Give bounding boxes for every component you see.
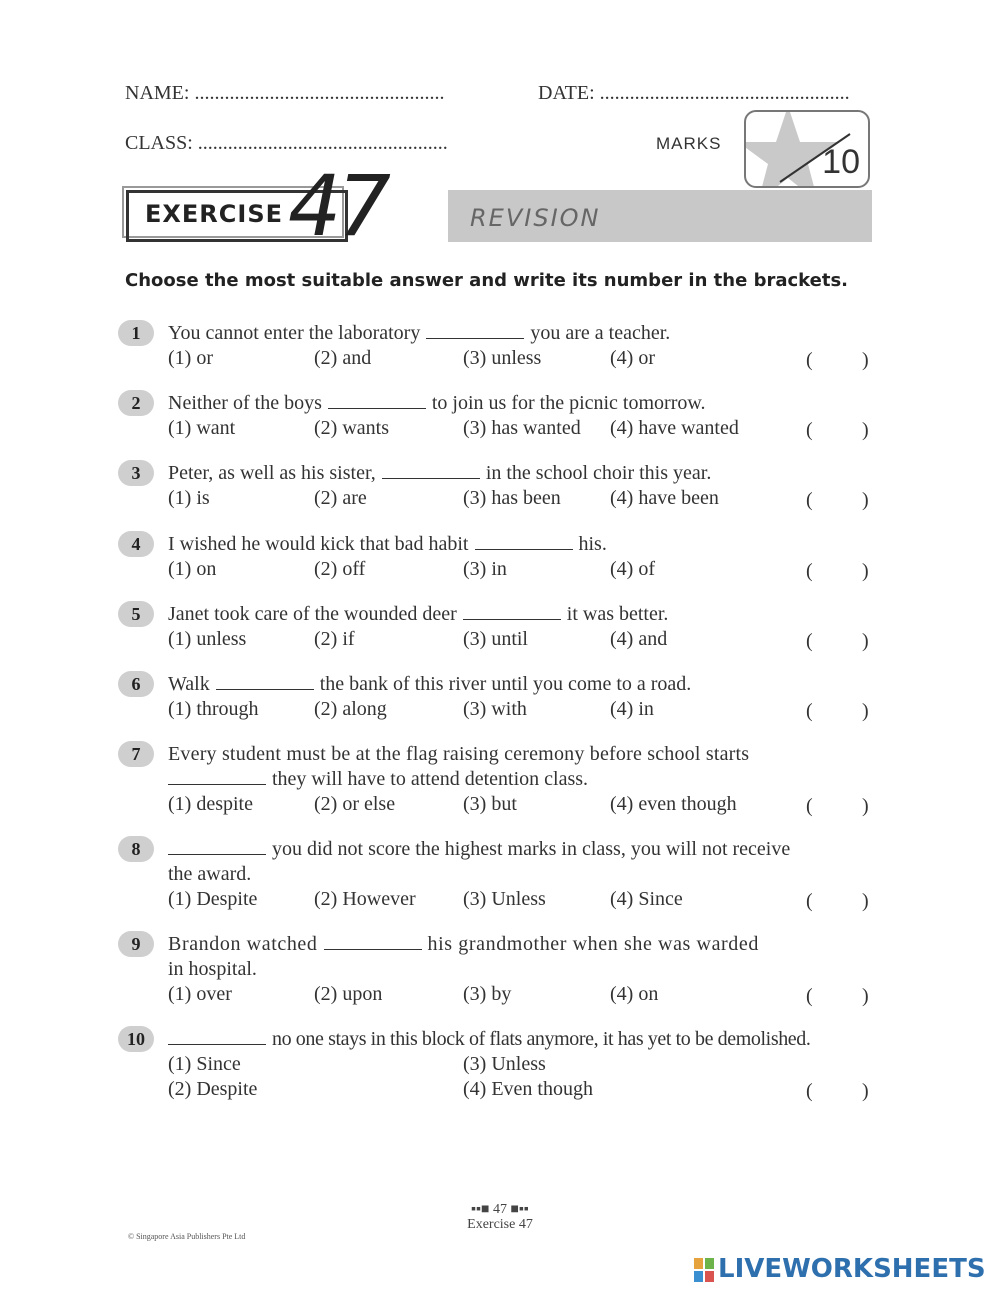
answer-box[interactable] [818, 486, 858, 512]
copyright: © Singapore Asia Publishers Pte Ltd [128, 1232, 246, 1241]
option: (3) Unless [463, 888, 546, 910]
option: (4) Since [610, 888, 683, 910]
question-text: Peter, as well as his sister, in the school choir this year. [168, 462, 712, 484]
question-text: I wished he would kick that bad habit his. [168, 533, 607, 555]
liveworksheets-logo-icon [694, 1258, 714, 1282]
bracket-open: ( [806, 630, 813, 652]
option: (2) along [314, 698, 387, 720]
question-text-cont: they will have to attend detention class. [162, 767, 588, 791]
option: (3) unless [463, 347, 542, 369]
bracket-close: ) [862, 489, 869, 511]
question-text: you did not score the highest marks in class, you will not receive [162, 837, 790, 861]
bracket-close: ) [862, 630, 869, 652]
answer-blank[interactable] [216, 675, 314, 690]
class-field[interactable]: CLASS: .................................................. [125, 132, 448, 154]
option: (3) but [463, 793, 517, 815]
option: (4) on [610, 983, 659, 1005]
answer-blank[interactable] [463, 605, 561, 620]
date-field[interactable]: DATE: .................................................. [538, 82, 850, 104]
option: (1) on [168, 558, 217, 580]
answer-blank[interactable] [426, 324, 524, 339]
option: (4) even though [610, 793, 737, 815]
marks-box[interactable] [744, 110, 870, 188]
answer-box[interactable] [818, 416, 858, 442]
option: (2) upon [314, 983, 383, 1005]
liveworksheets-brand: LIVEWORKSHEETS [718, 1254, 986, 1284]
bracket-close: ) [862, 795, 869, 817]
question-number: 3 [118, 460, 154, 486]
bracket-open: ( [806, 890, 813, 912]
bracket-close: ) [862, 1080, 869, 1102]
topic-title: REVISION [470, 204, 601, 232]
option: (3) by [463, 983, 512, 1005]
option: (3) in [463, 558, 507, 580]
answer-box[interactable] [818, 887, 858, 913]
answer-box[interactable] [818, 982, 858, 1008]
question-text: You cannot enter the laboratory you are a teacher. [168, 322, 671, 344]
instruction: Choose the most suitable answer and write its number in the brackets. [125, 270, 848, 291]
bracket-close: ) [862, 349, 869, 371]
option: (4) have wanted [610, 417, 739, 439]
option: (1) unless [168, 628, 247, 650]
answer-blank[interactable] [328, 394, 426, 409]
question-number: 10 [118, 1026, 154, 1052]
question-number: 5 [118, 601, 154, 627]
bracket-close: ) [862, 419, 869, 441]
option: (4) Even though [463, 1078, 593, 1100]
option: (2) off [314, 558, 366, 580]
option: (4) have been [610, 487, 719, 509]
option: (2) wants [314, 417, 389, 439]
answer-box[interactable] [818, 697, 858, 723]
name-field[interactable]: NAME: .................................................. [125, 82, 445, 104]
bracket-close: ) [862, 560, 869, 582]
answer-blank[interactable] [168, 770, 266, 785]
question-number: 9 [118, 931, 154, 957]
option: (4) in [610, 698, 654, 720]
question-number: 1 [118, 320, 154, 346]
page-number: ▪▪■ 47 ■▪▪ [471, 1202, 529, 1217]
bracket-open: ( [806, 349, 813, 371]
marks-total: 10 [822, 143, 860, 181]
bracket-open: ( [806, 1080, 813, 1102]
answer-blank[interactable] [324, 935, 422, 950]
question-text-cont: the award. [168, 863, 252, 885]
question-text: Walk the bank of this river until you come to a road. [168, 673, 692, 695]
option: (1) through [168, 698, 259, 720]
option: (3) Unless [463, 1053, 546, 1075]
bracket-open: ( [806, 985, 813, 1007]
option: (1) Since [168, 1053, 241, 1075]
answer-box[interactable] [818, 557, 858, 583]
question-number: 2 [118, 390, 154, 416]
option: (1) want [168, 417, 236, 439]
question-text: Brandon watched his grandmother when she was warded [168, 933, 759, 955]
question-text: no one stays in this block of flats anymore, it has yet to be demolished. [162, 1027, 810, 1051]
option: (1) despite [168, 793, 253, 815]
bracket-close: ) [862, 985, 869, 1007]
option: (3) has been [463, 487, 561, 509]
option: (3) has wanted [463, 417, 581, 439]
option: (4) and [610, 628, 668, 650]
bracket-close: ) [862, 890, 869, 912]
option: (1) is [168, 487, 210, 509]
question-text: Neither of the boys to join us for the picnic tomorrow. [168, 392, 706, 414]
answer-box[interactable] [818, 792, 858, 818]
bracket-open: ( [806, 419, 813, 441]
bracket-open: ( [806, 489, 813, 511]
option: (2) if [314, 628, 355, 650]
option: (4) or [610, 347, 655, 369]
answer-box[interactable] [818, 346, 858, 372]
question-number: 8 [118, 836, 154, 862]
bracket-open: ( [806, 560, 813, 582]
option: (4) of [610, 558, 655, 580]
option: (1) over [168, 983, 232, 1005]
question-text: Every student must be at the flag raising ceremony before school starts [168, 743, 750, 765]
marks-label: MARKS [656, 134, 722, 153]
exercise-word: EXERCISE [145, 200, 283, 228]
option: (1) or [168, 347, 213, 369]
answer-blank[interactable] [168, 840, 266, 855]
option: (2) or else [314, 793, 396, 815]
answer-blank[interactable] [475, 535, 573, 550]
answer-box[interactable] [818, 627, 858, 653]
option: (2) and [314, 347, 372, 369]
question-number: 6 [118, 671, 154, 697]
question-text-cont: in hospital. [168, 958, 257, 980]
question-number: 4 [118, 531, 154, 557]
option: (1) Despite [168, 888, 258, 910]
page-label: Exercise 47 [467, 1217, 533, 1232]
option: (2) are [314, 487, 367, 509]
answer-blank[interactable] [168, 1030, 266, 1045]
answer-blank[interactable] [382, 464, 480, 479]
option: (3) with [463, 698, 527, 720]
bracket-open: ( [806, 700, 813, 722]
exercise-number: 47 [288, 157, 387, 255]
option: (2) Despite [168, 1078, 258, 1100]
question-text: Janet took care of the wounded deer it was better. [168, 603, 669, 625]
option: (2) However [314, 888, 416, 910]
bracket-close: ) [862, 700, 869, 722]
bracket-open: ( [806, 795, 813, 817]
option: (3) until [463, 628, 528, 650]
question-number: 7 [118, 741, 154, 767]
answer-box[interactable] [818, 1077, 858, 1103]
